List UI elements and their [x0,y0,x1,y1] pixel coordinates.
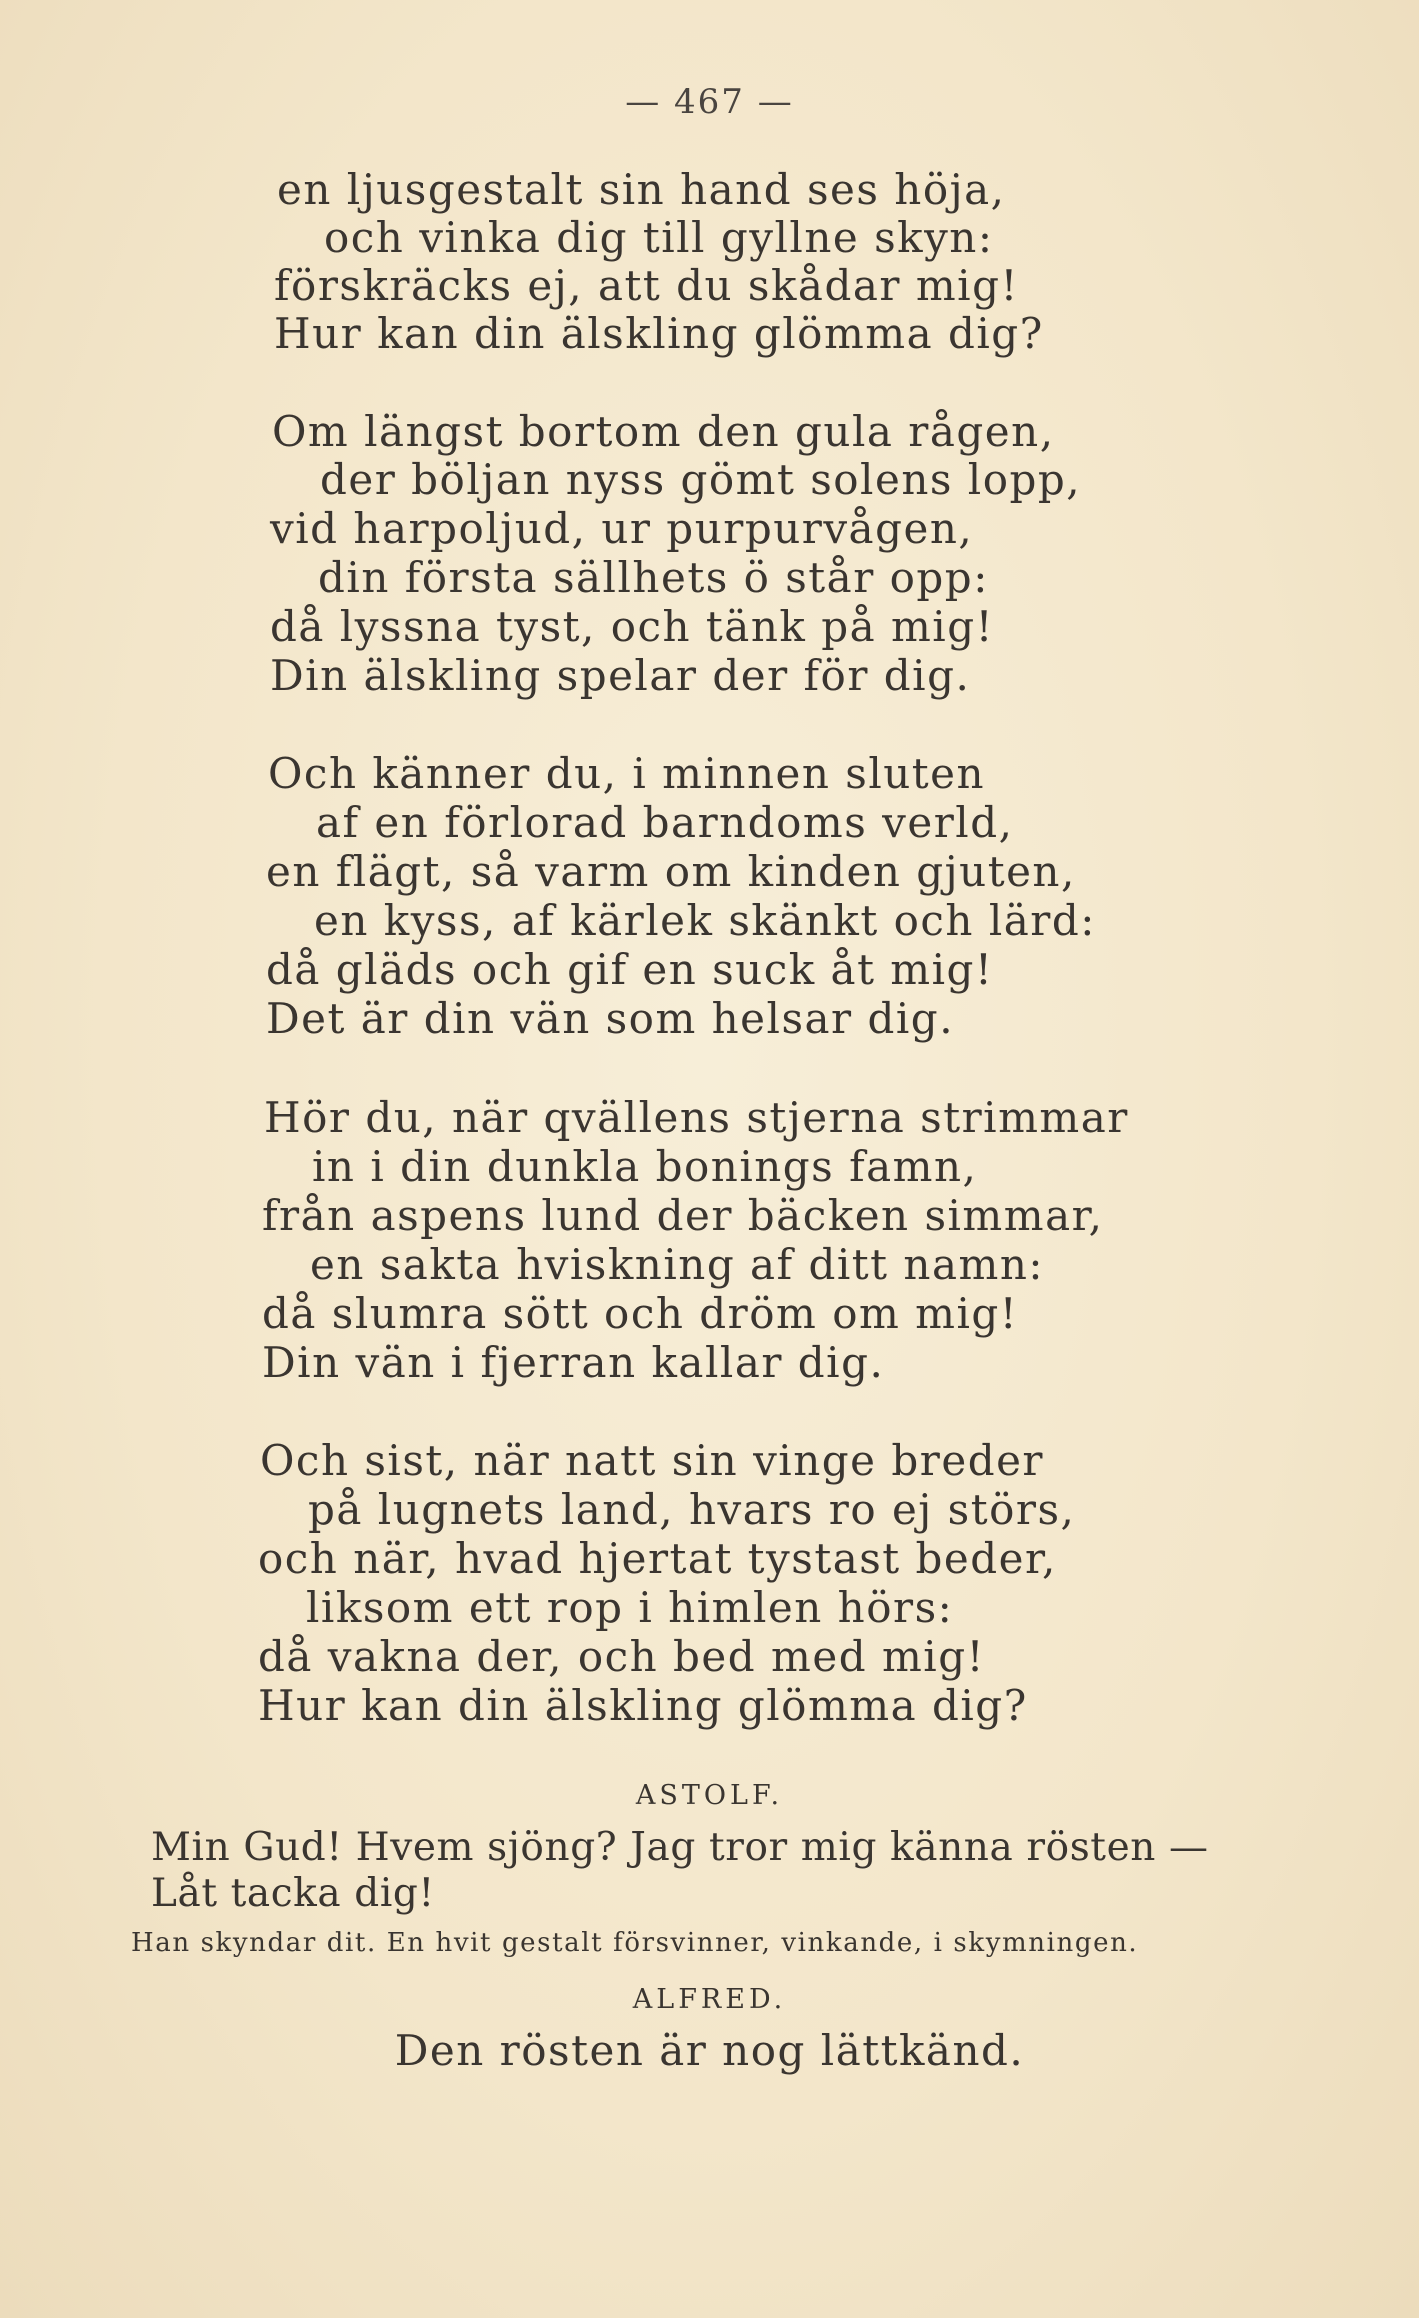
verse-line: en ljusgestalt sin hand ses höja, [277,165,1006,214]
dialogue-line: Den rösten är nog lättkänd. [394,2026,1025,2075]
verse-line: vid harpoljud, ur purpurvågen, [270,504,974,553]
verse-line: då vakna der, och bed med mig! [258,1632,985,1681]
verse-line: från aspens lund der bäcken simmar, [262,1191,1104,1240]
page-number: — 467 — [625,82,794,122]
verse-line: förskräcks ej, att du skådar mig! [274,261,1019,310]
verse-line: en flägt, så varm om kinden gjuten, [266,847,1076,896]
verse-line: Din vän i fjerran kallar dig. [262,1338,885,1387]
verse-line: Hör du, när qvällens stjerna strimmar [264,1093,1129,1142]
verse-line: Om längst bortom den gula rågen, [272,407,1055,456]
verse-line: och när, hvad hjertat tystast beder, [258,1534,1057,1583]
verse-line: en kyss, af kärlek skänkt och lärd: [314,896,1096,945]
verse-line: på lugnets land, hvars ro ej störs, [308,1485,1076,1534]
verse-line: Hur kan din älskling glömma dig? [274,309,1044,358]
verse-line: af en förlorad barndoms verld, [316,798,1014,847]
verse-line: Det är din vän som helsar dig. [266,994,955,1043]
verse-line: din första sällhets ö står opp: [318,553,989,602]
verse-line: Och känner du, i minnen sluten [268,749,986,798]
stage-direction: Han skyndar dit. En hvit gestalt försvinner, vinkande, i skymningen. [131,1928,1139,1958]
verse-line: Din älskling spelar der för dig. [270,651,971,700]
verse-line: då gläds och gif en suck åt mig! [266,945,994,994]
dialogue-line: Min Gud! Hvem sjöng? Jag tror mig känna rösten — [151,1825,1209,1870]
speaker-name: ALFRED. [632,1984,787,2015]
verse-line: och vinka dig till gyllne skyn: [324,213,994,262]
verse-line: då slumra sött och dröm om mig! [262,1289,1019,1338]
verse-line: Hur kan din älskling glömma dig? [258,1681,1028,1730]
verse-line: då lyssna tyst, och tänk på mig! [270,602,994,651]
verse-line: Och sist, när natt sin vinge breder [260,1436,1045,1485]
verse-line: der böljan nyss gömt solens lopp, [320,455,1082,504]
speaker-name: ASTOLF. [635,1780,784,1811]
verse-line: liksom ett rop i himlen hörs: [306,1583,954,1632]
verse-line: en sakta hviskning af ditt namn: [310,1240,1045,1289]
verse-line: in i din dunkla bonings famn, [312,1142,978,1191]
dialogue-line: Låt tacka dig! [151,1871,435,1916]
